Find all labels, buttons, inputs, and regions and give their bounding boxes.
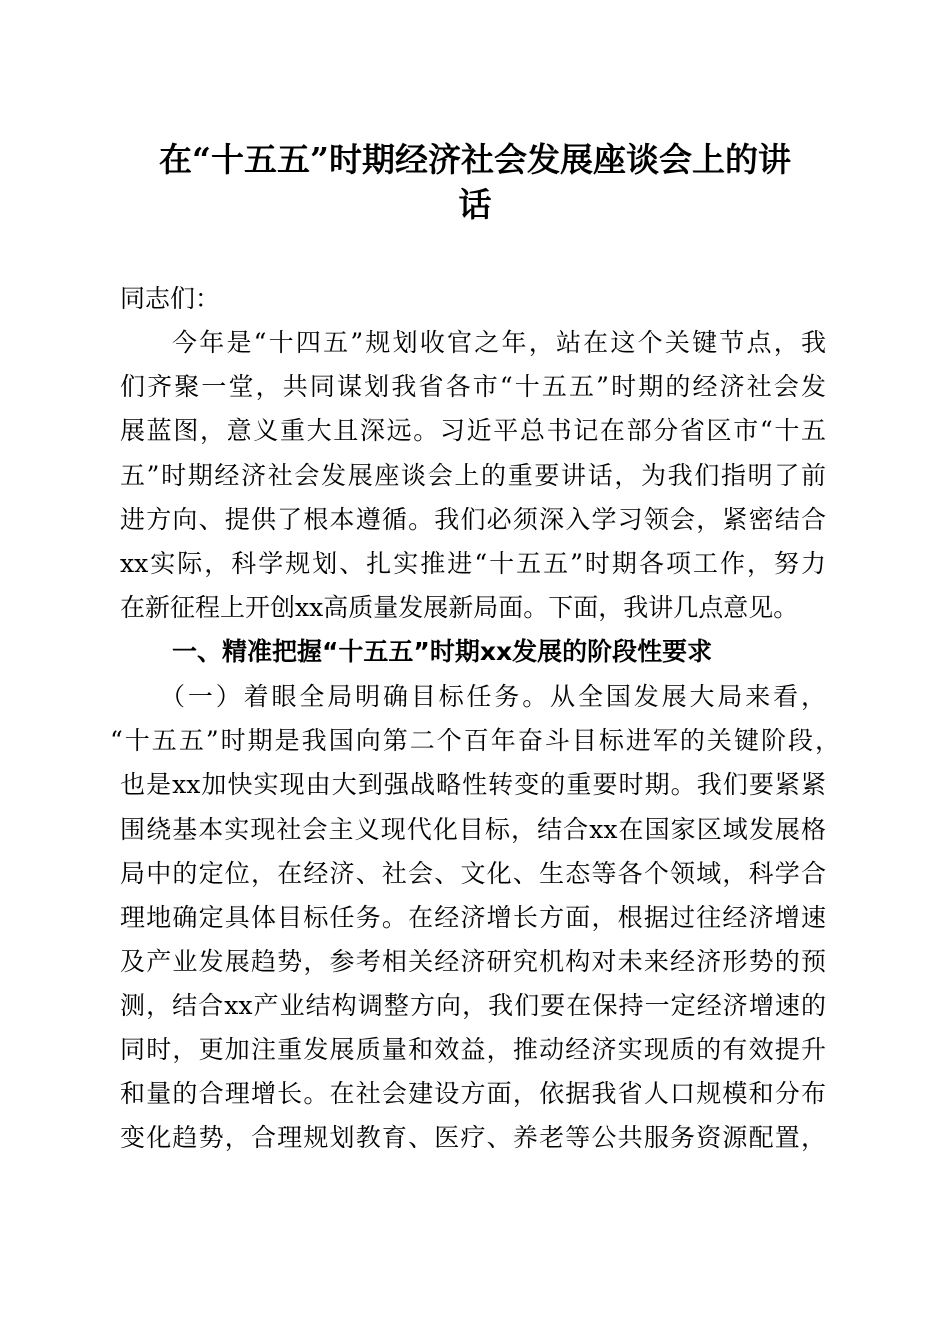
paragraph-line: 测，结合xx产业结构调整方向，我们要在保持一定经济增速的 xyxy=(120,991,826,1020)
document-title-line-1: 在“十五五”时期经济社会发展座谈会上的讲 xyxy=(159,140,791,179)
paragraph-line: 进方向、提供了根本遵循。我们必须深入学习领会，紧密结合 xyxy=(120,505,826,534)
paragraph-line: 变化趋势，合理规划教育、医疗、养老等公共服务资源配置， xyxy=(120,1123,826,1152)
paragraph-line: “十五五”时期是我国向第二个百年奋斗目标进军的关键阶段， xyxy=(110,726,840,755)
paragraph-line: 及产业发展趋势，参考相关经济研究机构对未来经济形势的预 xyxy=(120,947,826,976)
paragraph-line: 理地确定具体目标任务。在经济增长方面，根据过往经济增速 xyxy=(120,903,826,932)
section-heading-1: 一、精准把握“十五五”时期xx发展的阶段性要求 xyxy=(172,637,713,666)
paragraph-line: 围绕基本实现社会主义现代化目标，结合xx在国家区域发展格 xyxy=(120,815,826,844)
paragraph-line: 今年是“十四五”规划收官之年，站在这个关键节点，我 xyxy=(172,328,826,357)
paragraph-line: xx实际，科学规划、扎实推进“十五五”时期各项工作，努力 xyxy=(120,549,826,578)
paragraph-line: 同时，更加注重发展质量和效益，推动经济实现质的有效提升 xyxy=(120,1035,826,1064)
paragraph-line: 和量的合理增长。在社会建设方面，依据我省人口规模和分布 xyxy=(120,1079,826,1108)
paragraph-line: 五”时期经济社会发展座谈会上的重要讲话，为我们指明了前 xyxy=(120,461,826,490)
paragraph-line: 也是xx加快实现由大到强战略性转变的重要时期。我们要紧紧 xyxy=(120,770,826,799)
paragraph-line: 局中的定位，在经济、社会、文化、生态等各个领域，科学合 xyxy=(120,859,826,888)
paragraph-line: 们齐聚一堂，共同谋划我省各市“十五五”时期的经济社会发 xyxy=(120,372,826,401)
document-title-line-2: 话 xyxy=(458,185,492,224)
paragraph-line: （一）着眼全局明确目标任务。从全国发展大局来看， xyxy=(160,682,826,711)
salutation: 同志们： xyxy=(120,284,221,313)
paragraph-line: 展蓝图，意义重大且深远。习近平总书记在部分省区市“十五 xyxy=(120,416,826,445)
paragraph-line: 在新征程上开创xx高质量发展新局面。下面，我讲几点意见。 xyxy=(120,593,799,622)
